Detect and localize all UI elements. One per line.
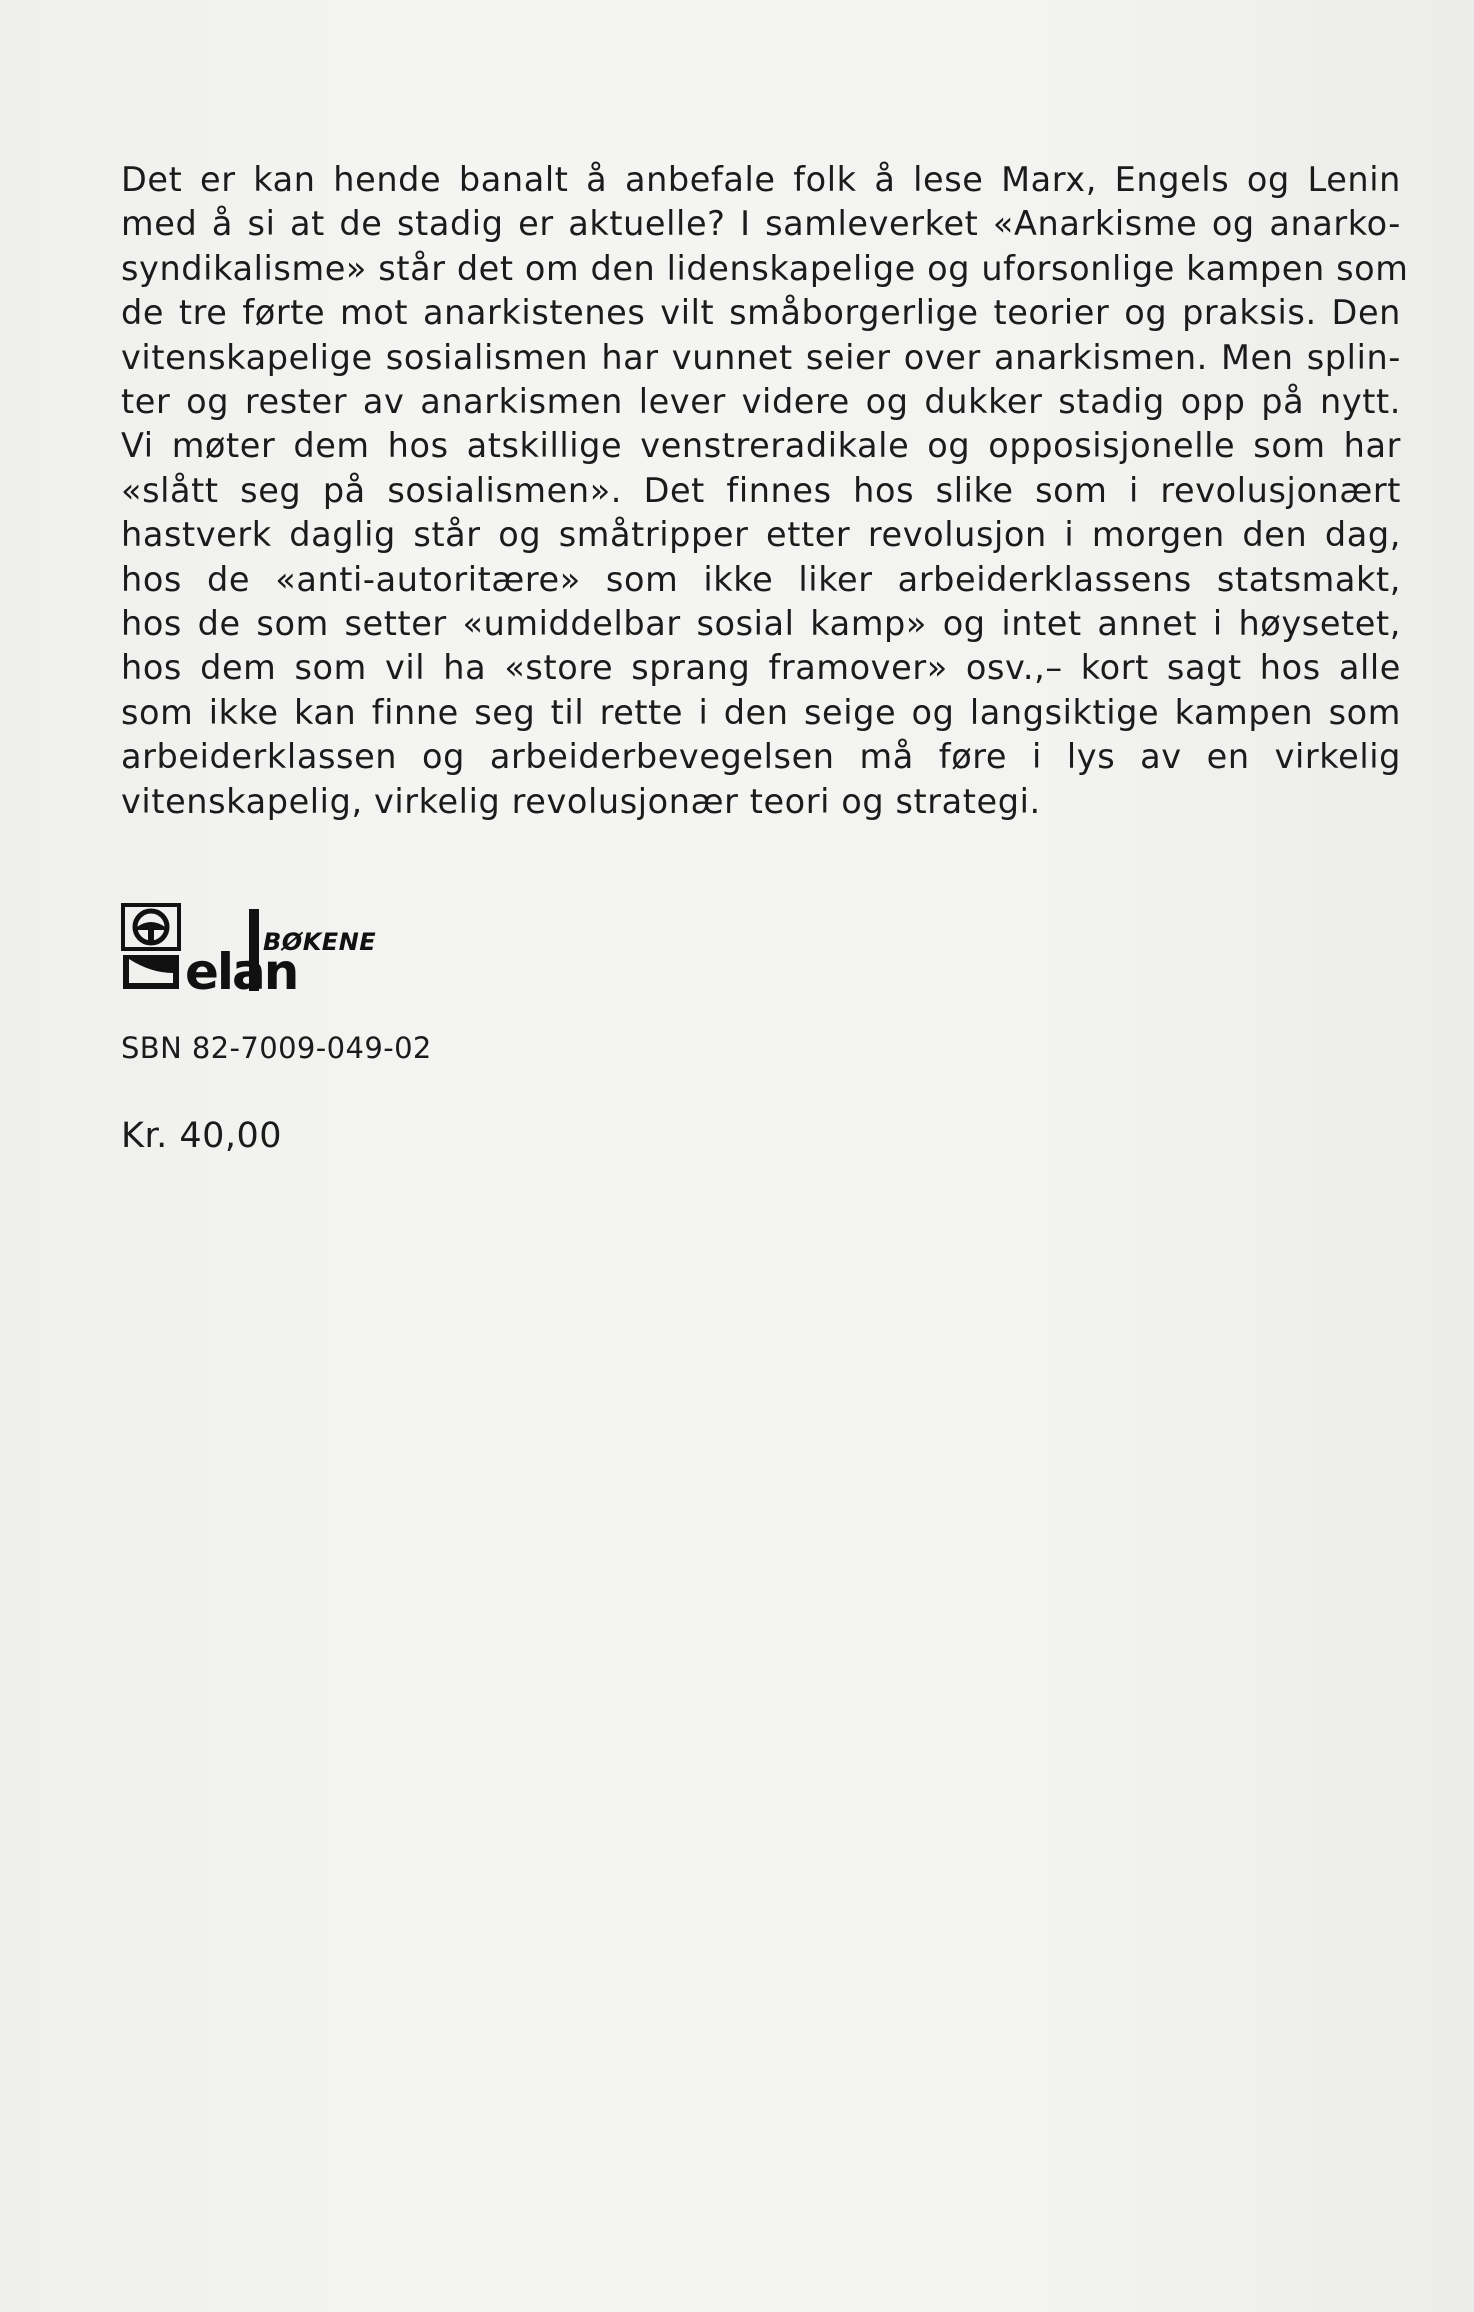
blurb-line: de tre førte mot anarkistenes vilt småborgerlige teorier og praksis. Den — [121, 293, 1401, 333]
blurb-line: vitenskapelig, virkelig revolusjonær teori og strategi. — [121, 781, 1041, 821]
blurb-line: hos de som setter «umiddelbar sosial kamp» og intet annet i høysetet, — [121, 604, 1401, 644]
blurb-line: Vi møter dem hos atskillige venstreradikale og opposisjonelle som har — [121, 426, 1401, 466]
price-label: Kr. 40,00 — [121, 1116, 283, 1156]
blurb-line: som ikke kan finne seg til rette i den seige og langsiktige kampen som — [121, 692, 1401, 732]
blurb-line: hos de «anti-autoritære» som ikke liker arbeiderklassens statsmakt, — [121, 559, 1401, 599]
blurb-line: syndikalisme» står det om den lidenskapelige og uforsonlige kampen som — [121, 248, 1409, 288]
blurb-text — [121, 158, 1409, 824]
isbn-number: SBN 82-7009-049-02 — [121, 1031, 432, 1065]
blurb-line: med å si at de stadig er aktuelle? I samleverket «Anarkisme og anarko- — [121, 204, 1401, 244]
blurb-line: arbeiderklassen og arbeiderbevegelsen må føre i lys av en virkelig — [121, 737, 1401, 777]
publisher-mark-icon — [121, 903, 181, 989]
blurb-line: vitenskapelige sosialismen har vunnet seier over anarkismen. Men splin- — [121, 337, 1401, 377]
blurb-line: hos dem som vil ha «store sprang framover» osv.,– kort sagt hos alle — [121, 648, 1401, 688]
logo-brand-text: elan — [185, 943, 298, 1001]
blurb-line: hastverk daglig står og småtripper etter revolusjon i morgen den dag, — [121, 515, 1401, 555]
blurb-line: ter og rester av anarkismen lever videre og dukker stadig opp på nytt. — [121, 382, 1401, 422]
logo-top-text: BØKENE — [263, 928, 377, 956]
blurb-line: Det er kan hende banalt å anbefale folk å lese Marx, Engels og Lenin — [121, 160, 1401, 199]
publisher-logo — [121, 903, 391, 1001]
blurb-line: «slått seg på sosialismen». Det finnes hos slike som i revolusjonært — [121, 470, 1401, 510]
